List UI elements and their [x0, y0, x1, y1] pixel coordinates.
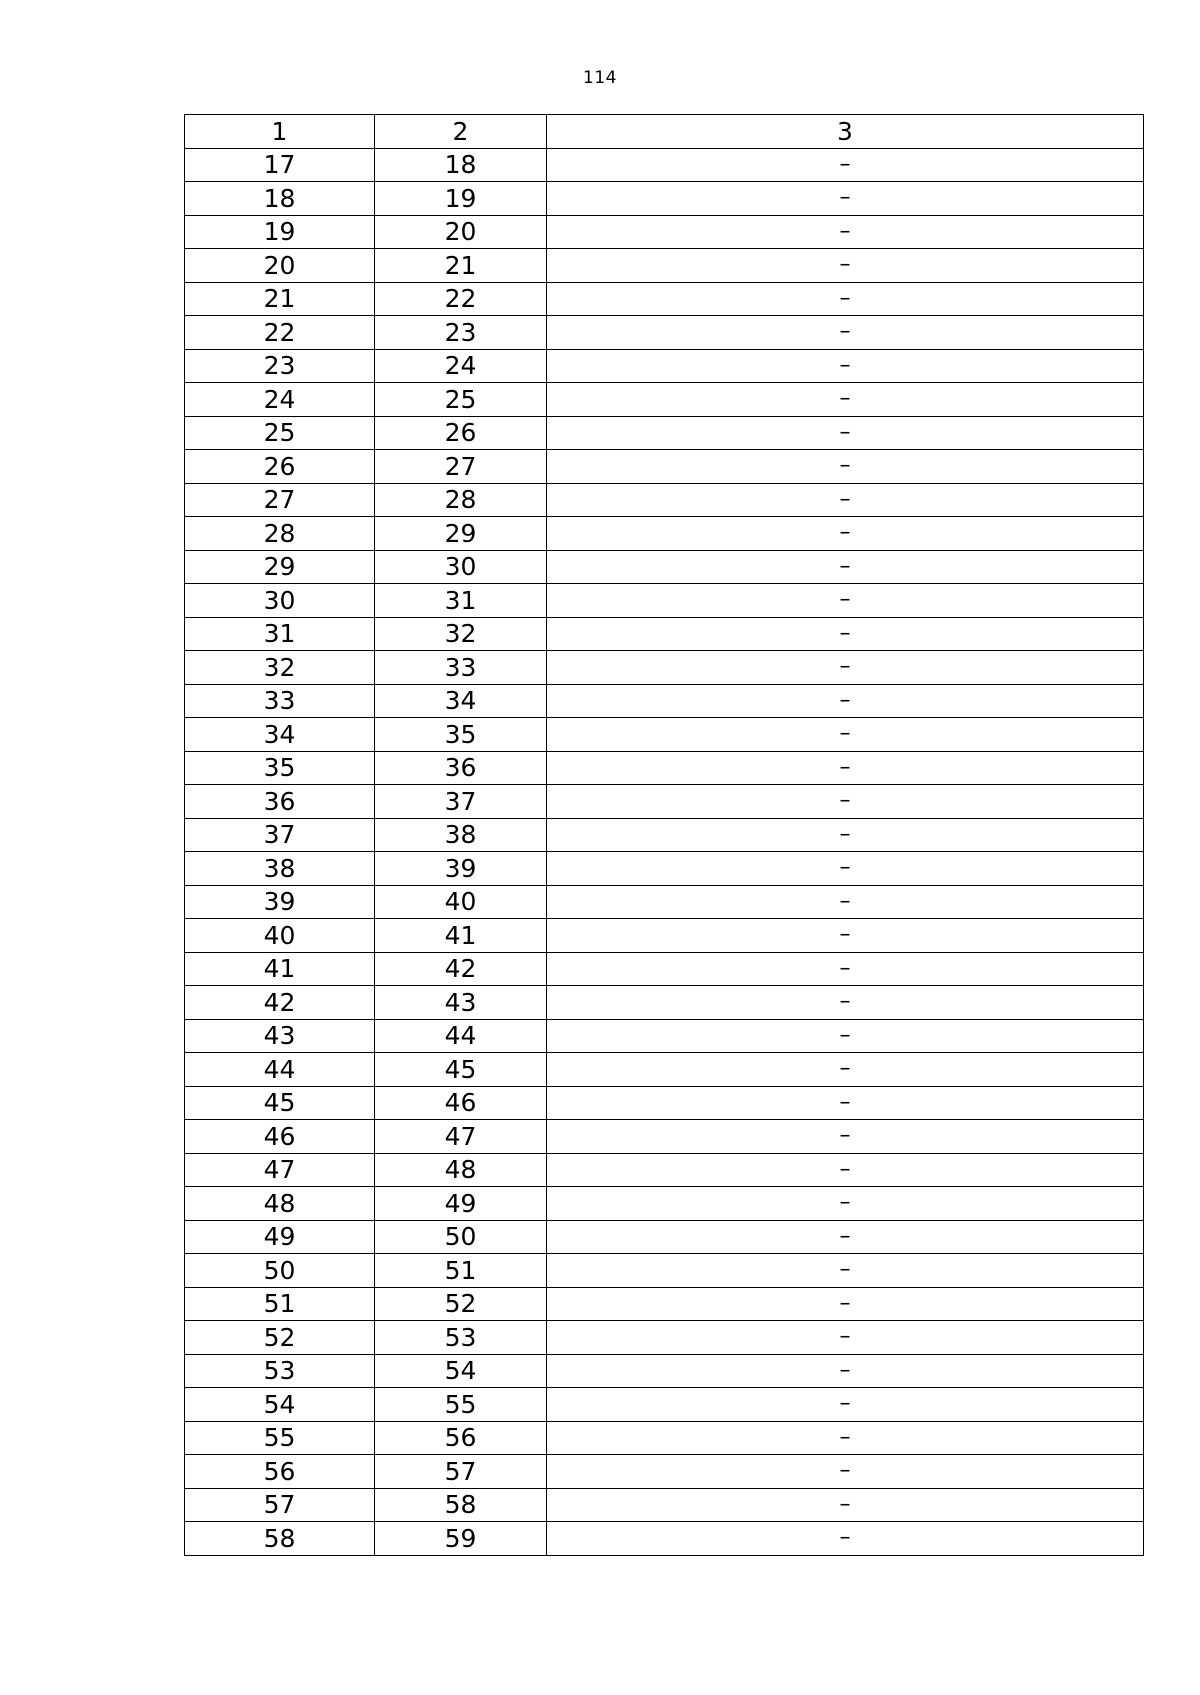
column-header-1: 1 — [185, 115, 375, 149]
table-cell-col-2: 55 — [375, 1388, 547, 1422]
table-cell-col-3: – — [547, 885, 1144, 919]
table-row — [185, 1455, 1144, 1489]
table-cell-col-1: 44 — [185, 1053, 375, 1087]
table-cell-col-3: – — [547, 148, 1144, 182]
table-row — [185, 1153, 1144, 1187]
data-table — [184, 114, 1144, 1556]
table-row — [185, 215, 1144, 249]
table-row — [185, 852, 1144, 886]
table-cell-col-3: – — [547, 718, 1144, 752]
table-header-row — [185, 115, 1144, 149]
table-cell-col-3: – — [547, 282, 1144, 316]
table-row — [185, 282, 1144, 316]
table-cell-col-1: 50 — [185, 1254, 375, 1288]
table-row — [185, 316, 1144, 350]
table-cell-col-2: 44 — [375, 1019, 547, 1053]
table-cell-col-2: 57 — [375, 1455, 547, 1489]
table-cell-col-3: – — [547, 1120, 1144, 1154]
table-cell-col-1: 20 — [185, 249, 375, 283]
table-row — [185, 684, 1144, 718]
table-cell-col-1: 43 — [185, 1019, 375, 1053]
table-cell-col-2: 53 — [375, 1321, 547, 1355]
table-cell-col-3: – — [547, 1153, 1144, 1187]
table-cell-col-1: 31 — [185, 617, 375, 651]
table-cell-col-1: 37 — [185, 818, 375, 852]
table-cell-col-3: – — [547, 1220, 1144, 1254]
table-cell-col-1: 22 — [185, 316, 375, 350]
table-cell-col-3: – — [547, 818, 1144, 852]
table-cell-col-1: 18 — [185, 182, 375, 216]
page-number: 114 — [583, 68, 617, 88]
table-cell-col-2: 28 — [375, 483, 547, 517]
table-cell-col-1: 56 — [185, 1455, 375, 1489]
table-cell-col-2: 54 — [375, 1354, 547, 1388]
table-cell-col-3: – — [547, 416, 1144, 450]
table-cell-col-3: – — [547, 584, 1144, 618]
table-cell-col-3: – — [547, 1019, 1144, 1053]
table-cell-col-2: 39 — [375, 852, 547, 886]
table-row — [185, 651, 1144, 685]
table-cell-col-1: 46 — [185, 1120, 375, 1154]
table-row — [185, 1254, 1144, 1288]
table-cell-col-2: 20 — [375, 215, 547, 249]
table-row — [185, 1220, 1144, 1254]
table-row — [185, 1354, 1144, 1388]
table-cell-col-1: 35 — [185, 751, 375, 785]
table-row — [185, 182, 1144, 216]
column-header-2: 2 — [375, 115, 547, 149]
table-cell-col-3: – — [547, 182, 1144, 216]
table-cell-col-1: 25 — [185, 416, 375, 450]
table-cell-col-2: 27 — [375, 450, 547, 484]
table-cell-col-2: 21 — [375, 249, 547, 283]
table-cell-col-1: 52 — [185, 1321, 375, 1355]
table-row — [185, 584, 1144, 618]
table-row — [185, 1086, 1144, 1120]
table-cell-col-2: 51 — [375, 1254, 547, 1288]
table-row — [185, 416, 1144, 450]
table-cell-col-1: 47 — [185, 1153, 375, 1187]
table-cell-col-1: 24 — [185, 383, 375, 417]
table-row — [185, 1053, 1144, 1087]
table-cell-col-1: 51 — [185, 1287, 375, 1321]
table-row — [185, 617, 1144, 651]
table-cell-col-2: 52 — [375, 1287, 547, 1321]
table-cell-col-3: – — [547, 249, 1144, 283]
table-cell-col-1: 29 — [185, 550, 375, 584]
table-cell-col-2: 35 — [375, 718, 547, 752]
table-cell-col-1: 17 — [185, 148, 375, 182]
table-cell-col-3: – — [547, 483, 1144, 517]
table-cell-col-3: – — [547, 617, 1144, 651]
table-cell-col-3: – — [547, 986, 1144, 1020]
table-cell-col-2: 23 — [375, 316, 547, 350]
table-cell-col-3: – — [547, 651, 1144, 685]
table-row — [185, 952, 1144, 986]
table-row — [185, 1421, 1144, 1455]
table-row — [185, 1388, 1144, 1422]
table-row — [185, 885, 1144, 919]
table-cell-col-1: 42 — [185, 986, 375, 1020]
table-cell-col-2: 22 — [375, 282, 547, 316]
table-row — [185, 818, 1144, 852]
table-cell-col-1: 26 — [185, 450, 375, 484]
table-cell-col-1: 27 — [185, 483, 375, 517]
table-cell-col-2: 43 — [375, 986, 547, 1020]
table-cell-col-2: 42 — [375, 952, 547, 986]
table-cell-col-2: 29 — [375, 517, 547, 551]
table-cell-col-2: 30 — [375, 550, 547, 584]
table-cell-col-3: – — [547, 684, 1144, 718]
table-cell-col-3: – — [547, 1053, 1144, 1087]
table-cell-col-2: 18 — [375, 148, 547, 182]
table-cell-col-3: – — [547, 1388, 1144, 1422]
table-cell-col-1: 23 — [185, 349, 375, 383]
table-row — [185, 383, 1144, 417]
table-body — [185, 115, 1144, 1556]
table-cell-col-2: 19 — [375, 182, 547, 216]
table-cell-col-3: – — [547, 215, 1144, 249]
table-cell-col-3: – — [547, 1354, 1144, 1388]
table-cell-col-1: 19 — [185, 215, 375, 249]
table-cell-col-1: 55 — [185, 1421, 375, 1455]
table-cell-col-2: 34 — [375, 684, 547, 718]
table-cell-col-2: 45 — [375, 1053, 547, 1087]
table-cell-col-3: – — [547, 919, 1144, 953]
table-cell-col-2: 26 — [375, 416, 547, 450]
table-cell-col-2: 40 — [375, 885, 547, 919]
table-cell-col-3: – — [547, 1086, 1144, 1120]
table-cell-col-2: 33 — [375, 651, 547, 685]
table-row — [185, 517, 1144, 551]
table-cell-col-3: – — [547, 349, 1144, 383]
table-cell-col-3: – — [547, 1421, 1144, 1455]
table-cell-col-2: 48 — [375, 1153, 547, 1187]
table-cell-col-2: 49 — [375, 1187, 547, 1221]
table-cell-col-1: 41 — [185, 952, 375, 986]
table-cell-col-2: 59 — [375, 1522, 547, 1556]
table-cell-col-1: 36 — [185, 785, 375, 819]
table-cell-col-3: – — [547, 450, 1144, 484]
table-cell-col-2: 56 — [375, 1421, 547, 1455]
table-cell-col-2: 37 — [375, 785, 547, 819]
table-row — [185, 1120, 1144, 1154]
table-cell-col-2: 41 — [375, 919, 547, 953]
table-row — [185, 550, 1144, 584]
table-row — [185, 148, 1144, 182]
table-cell-col-3: – — [547, 550, 1144, 584]
table-row — [185, 919, 1144, 953]
table-cell-col-2: 36 — [375, 751, 547, 785]
table-row — [185, 483, 1144, 517]
table-cell-col-3: – — [547, 785, 1144, 819]
table-cell-col-1: 28 — [185, 517, 375, 551]
table-cell-col-1: 53 — [185, 1354, 375, 1388]
table-cell-col-3: – — [547, 383, 1144, 417]
table-cell-col-1: 34 — [185, 718, 375, 752]
table-cell-col-1: 40 — [185, 919, 375, 953]
table-row — [185, 718, 1144, 752]
table-cell-col-2: 38 — [375, 818, 547, 852]
table-cell-col-1: 48 — [185, 1187, 375, 1221]
table-row — [185, 1019, 1144, 1053]
table-cell-col-2: 50 — [375, 1220, 547, 1254]
table-cell-col-3: – — [547, 1488, 1144, 1522]
table-row — [185, 751, 1144, 785]
table-cell-col-2: 24 — [375, 349, 547, 383]
table-cell-col-1: 45 — [185, 1086, 375, 1120]
table-cell-col-3: – — [547, 751, 1144, 785]
table-row — [185, 986, 1144, 1020]
table-row — [185, 785, 1144, 819]
table-cell-col-3: – — [547, 1187, 1144, 1221]
table-cell-col-1: 54 — [185, 1388, 375, 1422]
table-row — [185, 1287, 1144, 1321]
table-cell-col-3: – — [547, 852, 1144, 886]
table-row — [185, 249, 1144, 283]
table-cell-col-3: – — [547, 1455, 1144, 1489]
table-cell-col-3: – — [547, 517, 1144, 551]
table-cell-col-2: 47 — [375, 1120, 547, 1154]
table-row — [185, 450, 1144, 484]
table-cell-col-2: 25 — [375, 383, 547, 417]
table-cell-col-1: 21 — [185, 282, 375, 316]
table-cell-col-1: 32 — [185, 651, 375, 685]
table-cell-col-2: 32 — [375, 617, 547, 651]
table-cell-col-1: 58 — [185, 1522, 375, 1556]
table-cell-col-1: 39 — [185, 885, 375, 919]
table-row — [185, 1321, 1144, 1355]
table-row — [185, 349, 1144, 383]
table-cell-col-3: – — [547, 1522, 1144, 1556]
table-cell-col-1: 33 — [185, 684, 375, 718]
table-cell-col-3: – — [547, 1321, 1144, 1355]
table-cell-col-3: – — [547, 316, 1144, 350]
table-cell-col-3: – — [547, 1287, 1144, 1321]
table-cell-col-1: 49 — [185, 1220, 375, 1254]
table-cell-col-1: 57 — [185, 1488, 375, 1522]
table-row — [185, 1488, 1144, 1522]
table-cell-col-3: – — [547, 952, 1144, 986]
table-row — [185, 1187, 1144, 1221]
column-header-3: 3 — [547, 115, 1144, 149]
table-cell-col-1: 30 — [185, 584, 375, 618]
table-cell-col-2: 46 — [375, 1086, 547, 1120]
table-cell-col-3: – — [547, 1254, 1144, 1288]
table-cell-col-1: 38 — [185, 852, 375, 886]
table-cell-col-2: 31 — [375, 584, 547, 618]
table-cell-col-2: 58 — [375, 1488, 547, 1522]
table-row — [185, 1522, 1144, 1556]
